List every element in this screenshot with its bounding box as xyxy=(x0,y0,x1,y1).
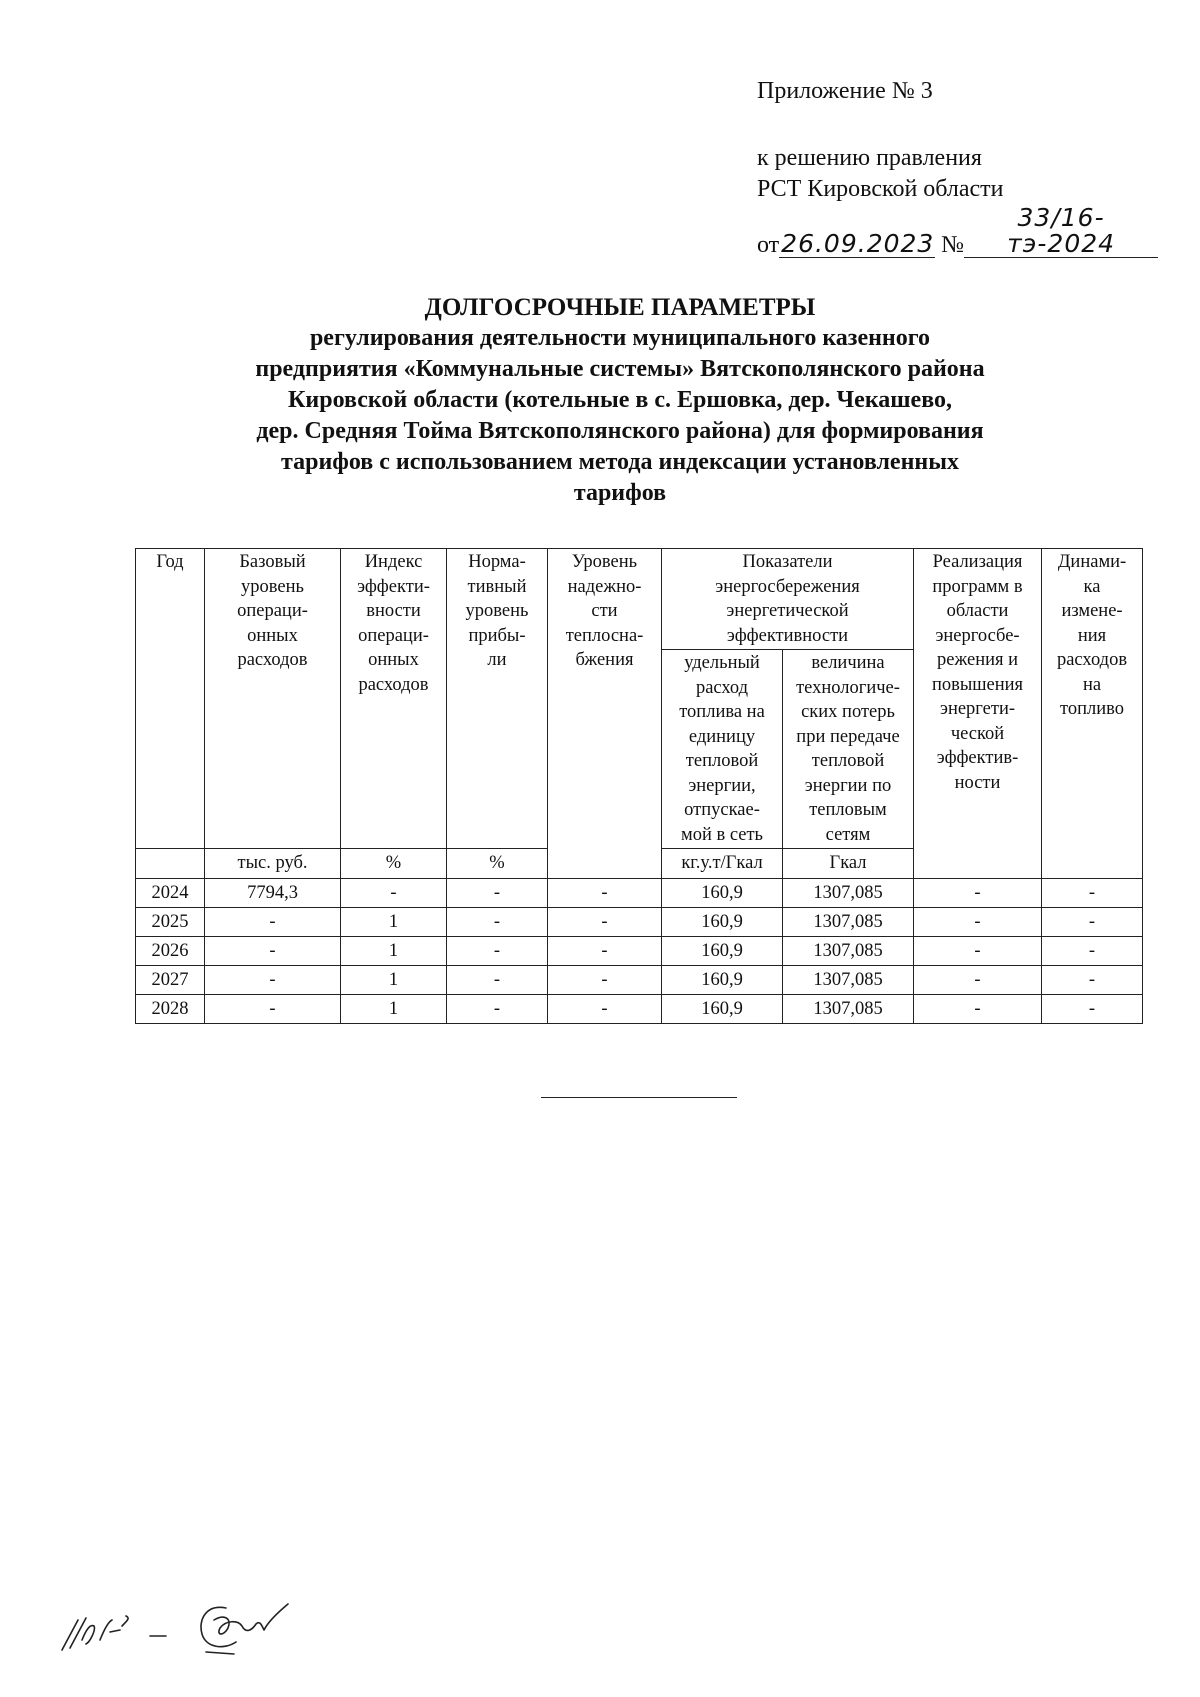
parameters-table xyxy=(135,548,1143,1024)
unit-profit-level: % xyxy=(447,849,548,879)
end-divider xyxy=(541,1097,737,1098)
unit-base-opex: тыс. руб. xyxy=(205,849,341,879)
cell-year: 2024 xyxy=(136,879,205,908)
heading-line: Кировской области (котельные в с. Ершовка, дер. Чекашево, xyxy=(287,387,952,413)
cell-fuel-rate: 160,9 xyxy=(662,937,783,966)
cell-base-opex: - xyxy=(205,995,341,1024)
cell-year: 2028 xyxy=(136,995,205,1024)
header-efficiency-index: Индекс эффекти- вности операци- онных расходов xyxy=(341,549,447,849)
heading-line: дер. Средняя Тойма Вятскополянского района) для формирования xyxy=(256,418,984,444)
unit-efficiency-index: % xyxy=(341,849,447,879)
cell-reliability: - xyxy=(548,908,662,937)
annex-date-number-line xyxy=(757,205,1158,261)
cell-reliability: - xyxy=(548,966,662,995)
header-fuel-dynamics: Динами- ка измене- ния расходов на топливо xyxy=(1042,549,1143,879)
cell-fuel-rate: 160,9 xyxy=(662,966,783,995)
cell-profit-level: - xyxy=(447,908,548,937)
cell-programs: - xyxy=(914,966,1042,995)
handwritten-number: 33/16-тэ-2024 xyxy=(964,205,1158,258)
table-row xyxy=(136,937,1143,966)
cell-heat-losses: 1307,085 xyxy=(783,908,914,937)
cell-heat-losses: 1307,085 xyxy=(783,937,914,966)
cell-efficiency-index: 1 xyxy=(341,966,447,995)
document-heading xyxy=(160,292,1080,509)
cell-base-opex: - xyxy=(205,966,341,995)
cell-fuel-dynamics: - xyxy=(1042,995,1143,1024)
cell-fuel-dynamics: - xyxy=(1042,937,1143,966)
header-year: Год xyxy=(136,549,205,849)
cell-programs: - xyxy=(914,937,1042,966)
table-body xyxy=(136,879,1143,1024)
cell-reliability: - xyxy=(548,937,662,966)
cell-base-opex: 7794,3 xyxy=(205,879,341,908)
cell-efficiency-index: 1 xyxy=(341,995,447,1024)
annex-title: Приложение № 3 xyxy=(757,78,933,104)
heading-line: тарифов xyxy=(573,480,667,506)
cell-profit-level: - xyxy=(447,995,548,1024)
header-programs: Реализация программ в области энергосбе- режения и повышения энергети- ческой эффектив- ности xyxy=(914,549,1042,879)
cell-year: 2025 xyxy=(136,908,205,937)
cell-programs: - xyxy=(914,908,1042,937)
heading-line: регулирования деятельности муниципального казенного xyxy=(309,325,931,351)
cell-heat-losses: 1307,085 xyxy=(783,995,914,1024)
cell-profit-level: - xyxy=(447,879,548,908)
table-row xyxy=(136,995,1143,1024)
cell-base-opex: - xyxy=(205,908,341,937)
cell-programs: - xyxy=(914,995,1042,1024)
table-row xyxy=(136,879,1143,908)
cell-year: 2027 xyxy=(136,966,205,995)
cell-year: 2026 xyxy=(136,937,205,966)
annex-spacer xyxy=(757,107,1158,143)
cell-reliability: - xyxy=(548,879,662,908)
header-row-1 xyxy=(136,549,1143,650)
table-row xyxy=(136,966,1143,995)
cell-efficiency-index: 1 xyxy=(341,937,447,966)
cell-efficiency-index: - xyxy=(341,879,447,908)
unit-fuel-rate: кг.у.т/Гкал xyxy=(662,849,783,879)
annex-block xyxy=(757,76,1158,261)
cell-fuel-dynamics: - xyxy=(1042,908,1143,937)
heading-line: предприятия «Коммунальные системы» Вятскополянского района xyxy=(255,356,985,382)
header-energy-saving-group: Показатели энергосбережения энергетической эффективности xyxy=(662,549,914,650)
header-base-opex: Базовый уровень операци- онных расходов xyxy=(205,549,341,849)
cell-programs: - xyxy=(914,879,1042,908)
cell-fuel-dynamics: - xyxy=(1042,966,1143,995)
number-prefix: № xyxy=(941,232,965,258)
cell-profit-level: - xyxy=(447,966,548,995)
header-fuel-rate: удельный расход топлива на единицу тепловой энергии, отпускае- мой в сеть xyxy=(662,650,783,849)
cell-heat-losses: 1307,085 xyxy=(783,879,914,908)
cell-base-opex: - xyxy=(205,937,341,966)
cell-fuel-dynamics: - xyxy=(1042,879,1143,908)
cell-reliability: - xyxy=(548,995,662,1024)
table-row xyxy=(136,908,1143,937)
cell-efficiency-index: 1 xyxy=(341,908,447,937)
header-reliability: Уровень надежно- сти теплосна- бжения xyxy=(548,549,662,879)
annex-decision-line: к решению правления xyxy=(757,145,982,171)
cell-fuel-rate: 160,9 xyxy=(662,908,783,937)
unit-year xyxy=(136,849,205,879)
heading-line: тарифов с использованием метода индексации установленных xyxy=(281,449,959,475)
cell-profit-level: - xyxy=(447,937,548,966)
cell-heat-losses: 1307,085 xyxy=(783,966,914,995)
header-heat-losses: величина технологиче- ских потерь при передаче тепловой энергии по тепловым сетям xyxy=(783,650,914,849)
cell-fuel-rate: 160,9 xyxy=(662,995,783,1024)
handwritten-signature xyxy=(56,1590,356,1660)
unit-heat-losses: Гкал xyxy=(783,849,914,879)
date-prefix: от xyxy=(757,232,780,258)
handwritten-date: 26.09.2023 xyxy=(781,229,935,258)
document-title: ДОЛГОСРОЧНЫЕ ПАРАМЕТРЫ xyxy=(424,294,816,321)
annex-authority-line: РСТ Кировской области xyxy=(757,176,1004,202)
cell-fuel-rate: 160,9 xyxy=(662,879,783,908)
header-profit-level: Норма- тивный уровень прибы- ли xyxy=(447,549,548,849)
